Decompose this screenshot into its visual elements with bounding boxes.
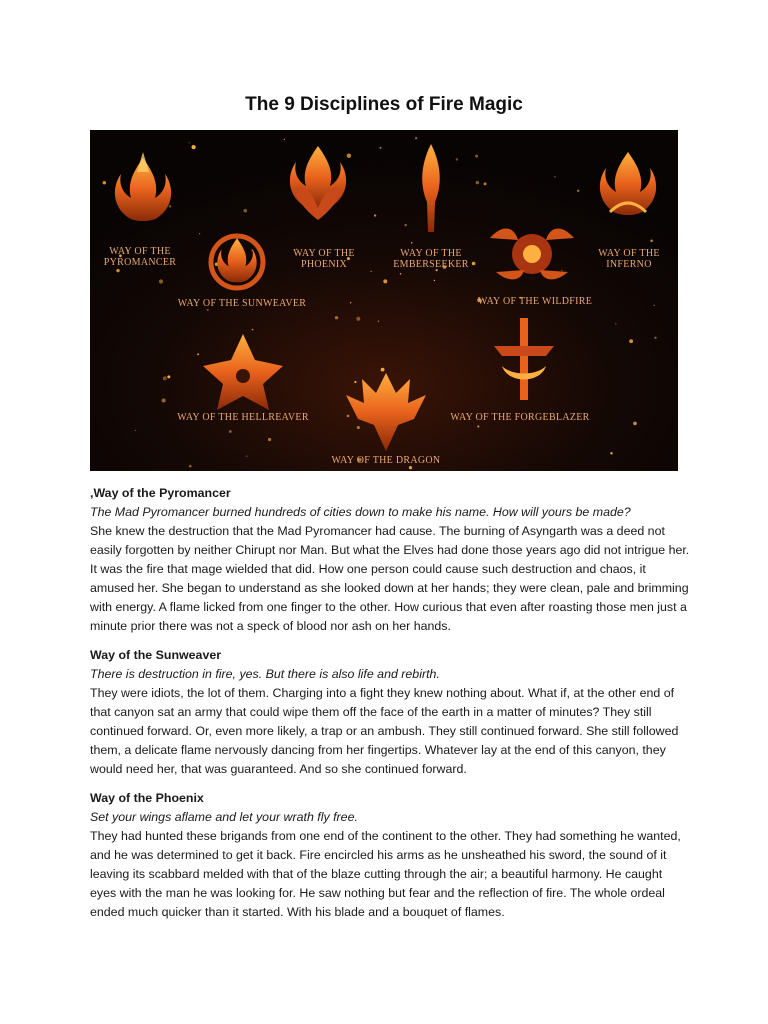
section-pyromancer [90, 484, 690, 636]
section-quote: There is destruction in fire, yes. But there is also life and rebirth. [90, 667, 440, 681]
page-title: The 9 Disciplines of Fire Magic [245, 94, 523, 115]
section-title: Way of the Sunweaver [90, 648, 222, 662]
emblem-label-wildfire: WAY OF THE WILDFIRE [477, 296, 593, 307]
fire-emblems-illustration [90, 130, 678, 471]
section-body: She knew the destruction that the Mad Pyromancer had cause. The burning of Asyngarth was a deed not easily forgotten by neither Chirupt nor Man. But what the Elves had done those years ago did not intrigue her. It was the fire that mage wielded that did. How one person could cause such destruction and chaos, it amused her. She began to understand as she looked down at her hands; they were clean, pale and brimming with energy. A flame licked from one finger to the other. How curious that even after roasting those men just a minute prior there was not a speck of blood nor ash on her hands. [90, 524, 690, 633]
section-quote: Set your wings aflame and let your wrath fly free. [90, 810, 358, 824]
emblem-label-hellreaver: WAY OF THE HELLREAVER [177, 412, 309, 423]
section-title: Way of the Phoenix [90, 791, 204, 805]
document-body [90, 484, 690, 932]
section-quote: The Mad Pyromancer burned hundreds of cities down to make his name. How will yours be made? [90, 505, 631, 519]
emblem-label-emberseeker: EMBERSEEKER [393, 259, 469, 270]
emblem-label-emberseeker: WAY OF THE [400, 248, 462, 259]
section-title: ,Way of the Pyromancer [90, 486, 231, 500]
emblem-label-inferno: INFERNO [606, 259, 652, 270]
emblem-label-forgeblazer: WAY OF THE FORGEBLAZER [450, 412, 590, 423]
section-body: They were idiots, the lot of them. Charging into a fight they knew nothing about. What if, at the other end of that canyon sat an army that could wipe them off the face of the earth in a matter of minutes? They still continued forward. Or, even more likely, a trap or an ambush. They still continued forward. She still followed them, a delicate flame nervously dancing from her fingertips. Whatever lay at the end of this canyon, they would need her, that was guaranteed. And so she continued forward. [90, 686, 679, 776]
sunweaver-emblem-icon [211, 236, 263, 288]
emblem-label-dragon: WAY OF THE DRAGON [331, 455, 441, 466]
section-phoenix [90, 789, 690, 922]
emblem-label-phoenix: WAY OF THE [293, 248, 355, 259]
emblem-label-sunweaver: WAY OF THE SUNWEAVER [177, 298, 307, 309]
section-body: They had hunted these brigands from one end of the continent to the other. They had something he wanted, and he was determined to get it back. Fire encircled his arms as he unsheathed his sword, the sound of it leaving its scabbard melded with that of the blaze cutting through the air; a beautiful harmony. He caught eyes with the man he was looking for. He saw nothing but fear and the reflection of fire. The whole ordeal ended much quicker than it started. With his blade and a bouquet of flames. [90, 829, 681, 919]
emblem-label-pyromancer: WAY OF THE [109, 246, 171, 257]
emblem-label-phoenix: PHOENIX [301, 259, 347, 270]
section-sunweaver [90, 646, 690, 779]
emblem-label-pyromancer: PYROMANCER [103, 257, 177, 268]
emblem-label-inferno: WAY OF THE [598, 248, 660, 259]
